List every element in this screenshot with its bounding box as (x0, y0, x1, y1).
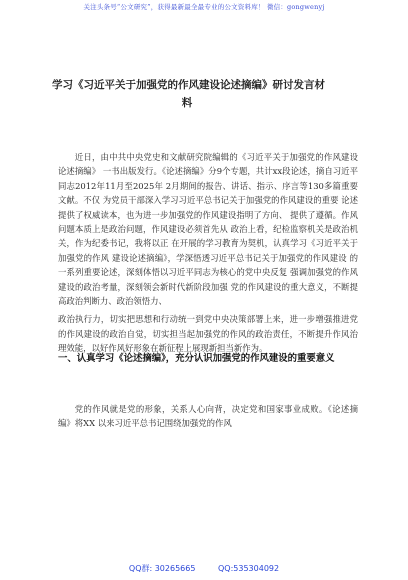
footer-qq: QQ:535304092 (218, 564, 280, 573)
header-banner: 关注头条号“公文研究”，获得最新最全最专业的公文资料库！ 微信：gongwenyj (83, 3, 325, 11)
document-body (58, 150, 358, 356)
title-line-2: 料 (181, 97, 193, 109)
section-heading: 一、认真学习《论述摘编》，充分认识加强党的作风建设的重要意义 (58, 353, 335, 364)
footer-qq-group: QQ群: 30265665 (128, 564, 196, 573)
section-body (58, 402, 358, 431)
footer-banner (0, 563, 408, 574)
body-paragraph: 政治执行力，切实把思想和行动统一到党中央决策部署上来，进一步增强推进党的作风建设的政治自觉，切实担当起加强党的作风的政治责任，不断提升作风治理效能，以好作风好形象在新征程上展现新担当新作为。 (58, 314, 358, 354)
title-line-1: 学习《习近平关于加强党的作风建设论述摘编》研讨发言材 (52, 79, 325, 91)
section-paragraph: 党的作风就是党的形象，关系人心向背，决定党和国家事业成败。《论述摘编》将XX 以来习近平总书记围绕加强党的作风 (58, 404, 358, 429)
body-paragraph: 近日，由中共中央党史和文献研究院编辑的《习近平关于加强党的作风建设论述摘编》 一书出版发行。《论述摘编》分9个专题，共计xx段论述，摘自习近平同志2012年11月至2025年 2月期间的报告、讲话、指示、序言等130多篇重要文献。不仅 为党员干部深入学习习近平总书记关于加强党的作风建设的重要 论述提供了权威读本，也为进一步加强党的作风建设指明了方向、 提供了遵循。作风问题本质上是政治问题，作风建设必须首先从 政治上看，纪检监察机关是政治机关，作为纪委书记，我将以正 在开展的学习教育为契机，认真学习《习近平关于加强党的作风 建设论述摘编》，学深悟透习近平总书记关于加强党的作风建设 的一系列重要论述，深刻体悟以习近平同志为核心的党中央反复 强调加强党的作风建设的政治考量，深刻领会新时代新阶段加强 党的作风建设的重大意义，不断提高政治判断力、政治领悟力、 (58, 152, 358, 307)
document-title (52, 76, 362, 112)
